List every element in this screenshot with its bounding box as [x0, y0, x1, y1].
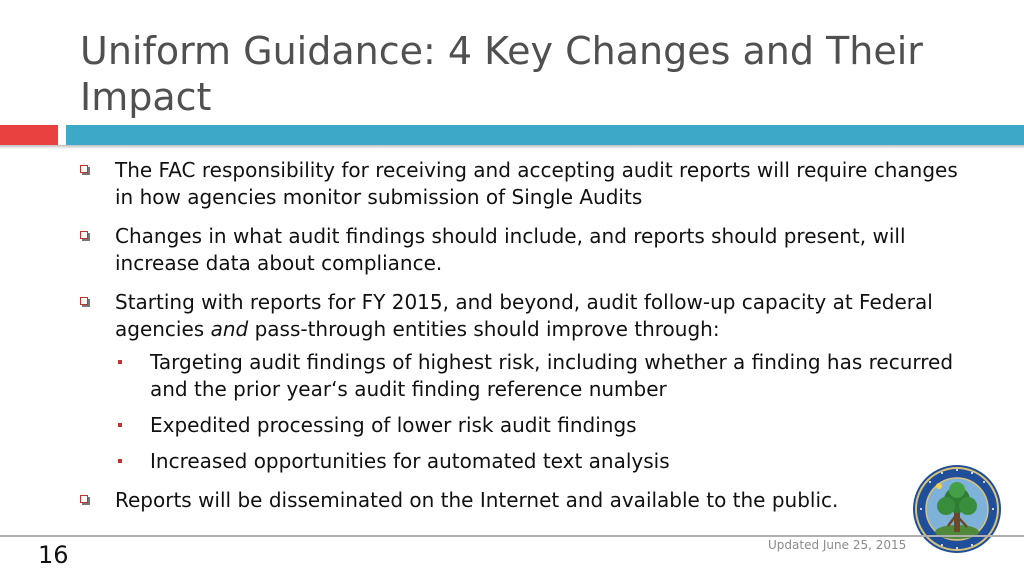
bullet-item	[80, 223, 980, 277]
bullet-text: Changes in what audit findings should include, and reports should present, will increase data about compliance.	[115, 224, 906, 275]
small-square-bullet-icon	[118, 423, 122, 427]
footer-divider	[0, 535, 1024, 537]
small-square-bullet-icon	[118, 459, 122, 463]
slide-title: Uniform Guidance: 4 Key Changes and Their Impact	[80, 29, 923, 119]
title-band-red	[0, 125, 58, 145]
bullet-text: Reports will be disseminated on the Internet and available to the public.	[115, 488, 839, 512]
slide-content	[80, 157, 980, 526]
title-band-blue	[66, 125, 1024, 145]
sub-bullet-item	[80, 412, 980, 439]
department-of-education-seal-icon	[912, 464, 1002, 554]
sub-bullet-text: Targeting audit findings of highest risk, including whether a finding has recurred and the prior year‘s audit finding reference number	[150, 350, 954, 401]
square-bullet-icon	[80, 165, 91, 176]
sub-bullet-item	[80, 448, 980, 475]
bullet-item	[80, 487, 980, 514]
bullet-item	[80, 157, 980, 211]
updated-date: Updated June 25, 2015	[768, 538, 907, 552]
square-bullet-icon	[80, 495, 91, 506]
square-bullet-icon	[80, 231, 91, 242]
sub-bullet-text: Increased opportunities for automated text analysis	[150, 449, 670, 473]
small-square-bullet-icon	[118, 360, 122, 364]
square-bullet-icon	[80, 297, 91, 308]
bullet-emphasis: and	[210, 317, 249, 341]
page-number: 16	[38, 541, 69, 569]
bullet-text: The FAC responsibility for receiving and accepting audit reports will require changes in how agencies monitor submission of Single Audits	[115, 158, 958, 209]
bullet-text: Starting with reports for FY 2015, and beyond, audit follow-up capacity at Federal agencies	[115, 290, 933, 341]
title-band-shadow	[0, 145, 1024, 149]
sub-bullet-item	[80, 349, 980, 403]
bullet-item	[80, 289, 980, 343]
bullet-text: pass-through entities should improve through:	[248, 317, 720, 341]
sub-bullet-text: Expedited processing of lower risk audit findings	[150, 413, 637, 437]
